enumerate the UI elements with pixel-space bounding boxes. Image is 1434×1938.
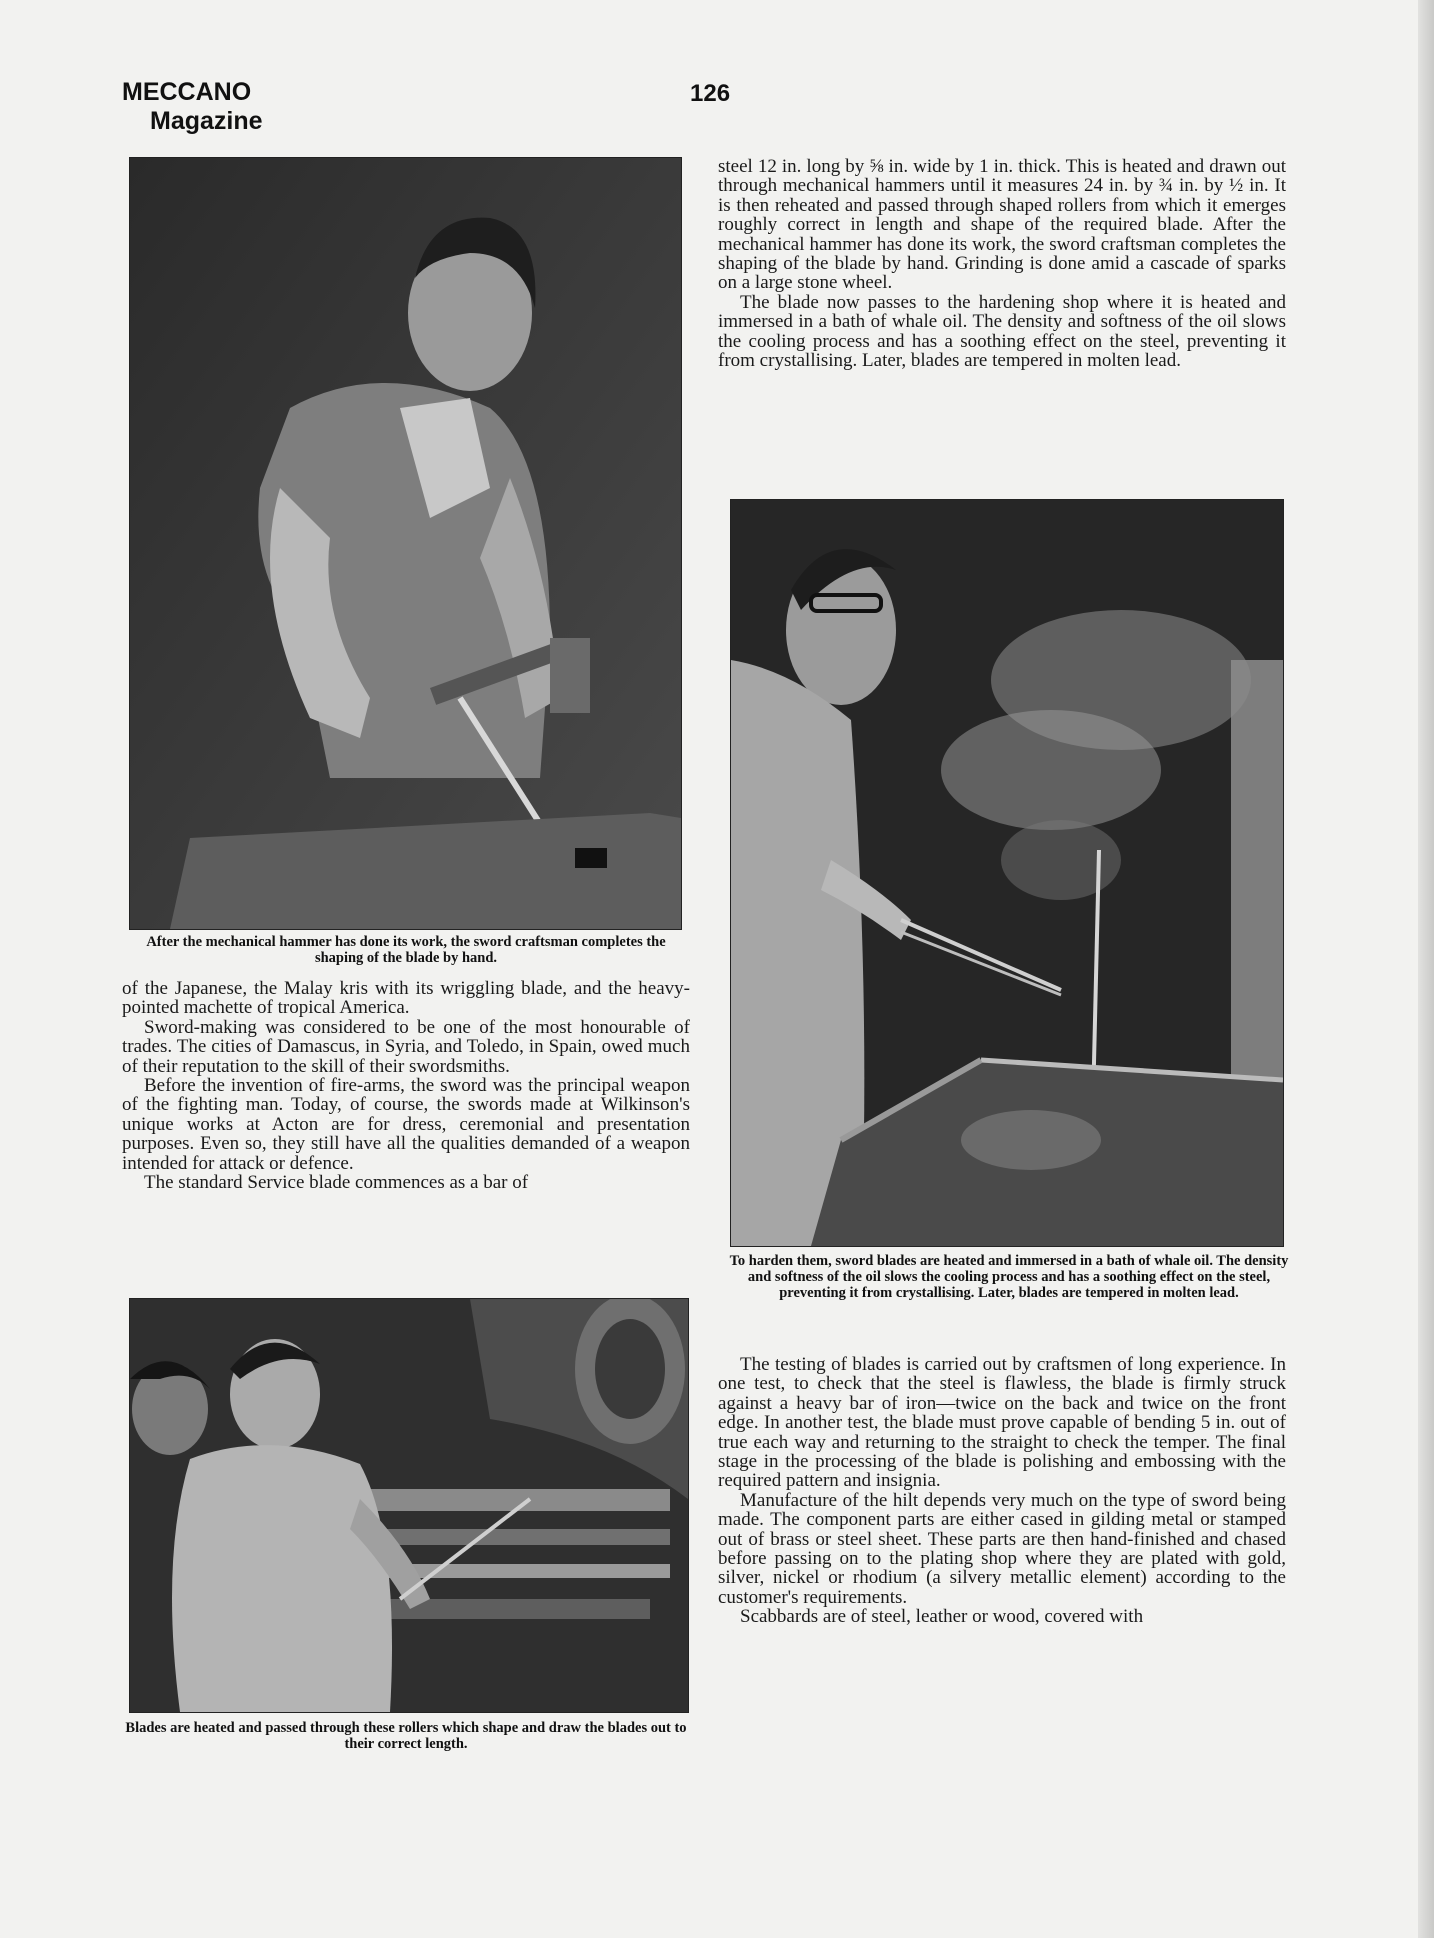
paragraph: Scabbards are of steel, leather or wood, covered with bbox=[740, 1606, 1144, 1628]
page-edge bbox=[1418, 0, 1434, 1938]
page-number: 126 bbox=[690, 80, 731, 107]
hardening-photo bbox=[730, 499, 1284, 1247]
right-column-bottom bbox=[718, 1355, 1286, 1627]
paragraph: steel 12 in. long by ⅝ in. wide by 1 in. thick. This is heated and drawn out through mechanical hammers until it measures 24 in. by ¾ in. by ½ in. It is then reheated and passed through shaped rollers from which it emerges roughly correct in length and shape of the required blade. After the mechanical hammer has done its work, the sword craftsman completes the shaping of the blade by hand. Grinding is done amid a cascade of sparks on a large stone wheel. bbox=[718, 156, 1286, 294]
masthead-subtitle: Magazine bbox=[150, 107, 263, 135]
paragraph: of the Japanese, the Malay kris with its wriggling blade, and the heavy-pointed machette of tropical America. bbox=[122, 978, 690, 1019]
rollers-photo bbox=[129, 1298, 689, 1713]
hardening-caption: To harden them, sword blades are heated and immersed in a bath of whale oil. The density and softness of the oil slows the cooling process and has a soothing effect on the steel, preventing it from crystallising. Later, blades are tempered in molten lead. bbox=[729, 1253, 1289, 1301]
masthead-title: MECCANO bbox=[122, 78, 252, 106]
paragraph: Manufacture of the hilt depends very much on the type of sword being made. The component parts are either cased in gilding metal or stamped out of brass or steel sheet. These parts are then hand-finished and chased before passing on to the plating shop where they are plated with gold, silver, nickel or rhodium (a silvery metallic element) according to the customer's requirements. bbox=[718, 1489, 1286, 1608]
paragraph: Before the invention of fire-arms, the sword was the principal weapon of the fighting man. Today, of course, the swords made at Wilkinson's unique works at Acton are for dress, ceremonial and presentation purposes. Even so, they still have all the qualities demanded of a weapon intended for attack or defence. bbox=[122, 1075, 690, 1174]
paragraph: The testing of blades is carried out by craftsmen of long experience. In one test, to check that the steel is flawless, the blade is firmly struck against a heavy bar of iron—twice on the back and twice on the front edge. In another test, the blade must prove capable of bending 5 in. out of true each way and returning to the straight to check the temper. The final stage in the processing of the blade is polishing and embossing with the required pattern and insignia. bbox=[718, 1354, 1286, 1492]
rollers-caption: Blades are heated and passed through these rollers which shape and draw the blades out to their correct length. bbox=[125, 1720, 687, 1752]
right-column-top bbox=[718, 157, 1286, 370]
blacksmith-caption: After the mechanical hammer has done its work, the sword craftsman completes the shaping of the blade by hand. bbox=[146, 934, 666, 966]
paragraph: Sword-making was considered to be one of the most honourable of trades. The cities of Damascus, in Syria, and Toledo, in Spain, owed much of their reputation to the skill of their swordsmiths. bbox=[122, 1016, 690, 1077]
paragraph: The standard Service blade commences as a bar of bbox=[144, 1172, 529, 1194]
left-column bbox=[122, 979, 690, 1192]
blacksmith-photo bbox=[129, 157, 682, 930]
paragraph: The blade now passes to the hardening shop where it is heated and immersed in a bath of whale oil. The density and softness of the oil slows the cooling process and has a soothing effect on the steel, preventing it from crystallising. Later, blades are tempered in molten lead. bbox=[718, 291, 1286, 372]
masthead bbox=[122, 78, 263, 136]
